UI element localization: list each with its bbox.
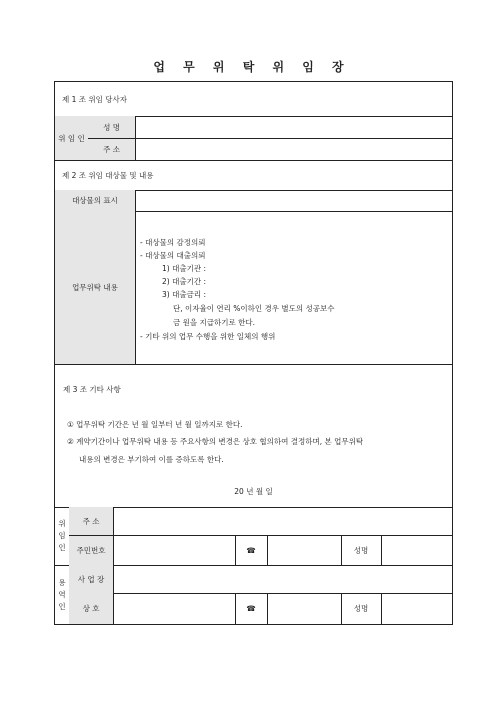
document-title: 업 무 위 탁 위 임 장 <box>153 60 351 74</box>
content-item: - 대상물의 대출의뢰 <box>140 251 206 260</box>
principal-signer-address-field[interactable] <box>113 507 452 535</box>
principal-label: 위 임 인 <box>55 116 88 160</box>
label-char: 위 <box>58 519 66 528</box>
label-char: 역 <box>58 589 66 599</box>
principal-phone-field[interactable] <box>267 535 341 565</box>
clause-2: ② 계약기간이나 업무위탁 내용 등 주요사항의 변경은 상호 협의하여 결정하며, 본 업무위탁 <box>67 437 364 446</box>
principal-signer-label <box>55 507 69 565</box>
contract-form <box>54 81 453 625</box>
label-char: 인 <box>58 543 66 552</box>
article-1-heading: 제 1 조 위임 당사자 <box>62 94 128 104</box>
phone-icon: ☎ <box>246 545 256 555</box>
content-item: 금 원을 지급하기로 한다. <box>173 318 255 327</box>
agent-business-field[interactable] <box>113 565 452 593</box>
principal-id-label: 주민번호 <box>69 535 113 565</box>
address-label: 주 소 <box>88 138 135 160</box>
content-item: 2) 대출기간 : <box>162 277 206 286</box>
agent-trade-field[interactable] <box>113 593 235 624</box>
content-item: 단, 이자율이 연리 %이하인 경우 별도의 성공보수 <box>173 304 335 313</box>
object-field[interactable] <box>135 190 452 211</box>
name-label: 성 명 <box>88 116 135 138</box>
principal-id-field[interactable] <box>113 535 235 565</box>
label-char: 인 <box>58 601 66 611</box>
agent-trade-label: 상 호 <box>69 593 113 624</box>
content-item: 1) 대출기관 : <box>162 264 206 273</box>
agent-name-field[interactable] <box>381 593 452 624</box>
article-3-heading: 제 3 조 기타 사항 <box>63 385 121 394</box>
clause-2-continued: 내용의 변경은 부기하여 이를 증하도록 한다. <box>79 455 224 464</box>
article-2-heading: 제 2 조 위임 대상물 및 내용 <box>62 170 154 180</box>
agent-signer-label <box>55 565 69 624</box>
content-item: - 기타 위의 업무 수행을 위한 일체의 행위 <box>140 332 276 341</box>
content-item: - 대상물의 감정의뢰 <box>140 238 206 247</box>
agent-name-label: 성명 <box>353 604 369 613</box>
object-label: 대상물의 표시 <box>55 190 135 211</box>
principal-address-label: 주 소 <box>69 507 113 535</box>
principal-name-label: 성명 <box>353 545 369 555</box>
principal-signer-name-field[interactable] <box>381 535 452 565</box>
label-char: 용 <box>58 577 66 587</box>
principal-name-field[interactable] <box>135 116 452 138</box>
phone-icon: ☎ <box>246 604 256 613</box>
agent-phone-field[interactable] <box>267 593 341 624</box>
agent-business-label: 사 업 장 <box>69 565 113 593</box>
clause-1: ① 업무위탁 기간은 년 월 일부터 년 월 일까지로 한다. <box>67 420 243 429</box>
content-item: 3) 대출금리 : <box>162 290 206 299</box>
label-char: 임 <box>58 531 66 540</box>
date-line: 20 년 월 일 <box>234 487 273 496</box>
content-label: 업무위탁 내용 <box>55 211 135 364</box>
principal-address-field[interactable] <box>135 138 452 160</box>
content-area <box>135 211 452 364</box>
